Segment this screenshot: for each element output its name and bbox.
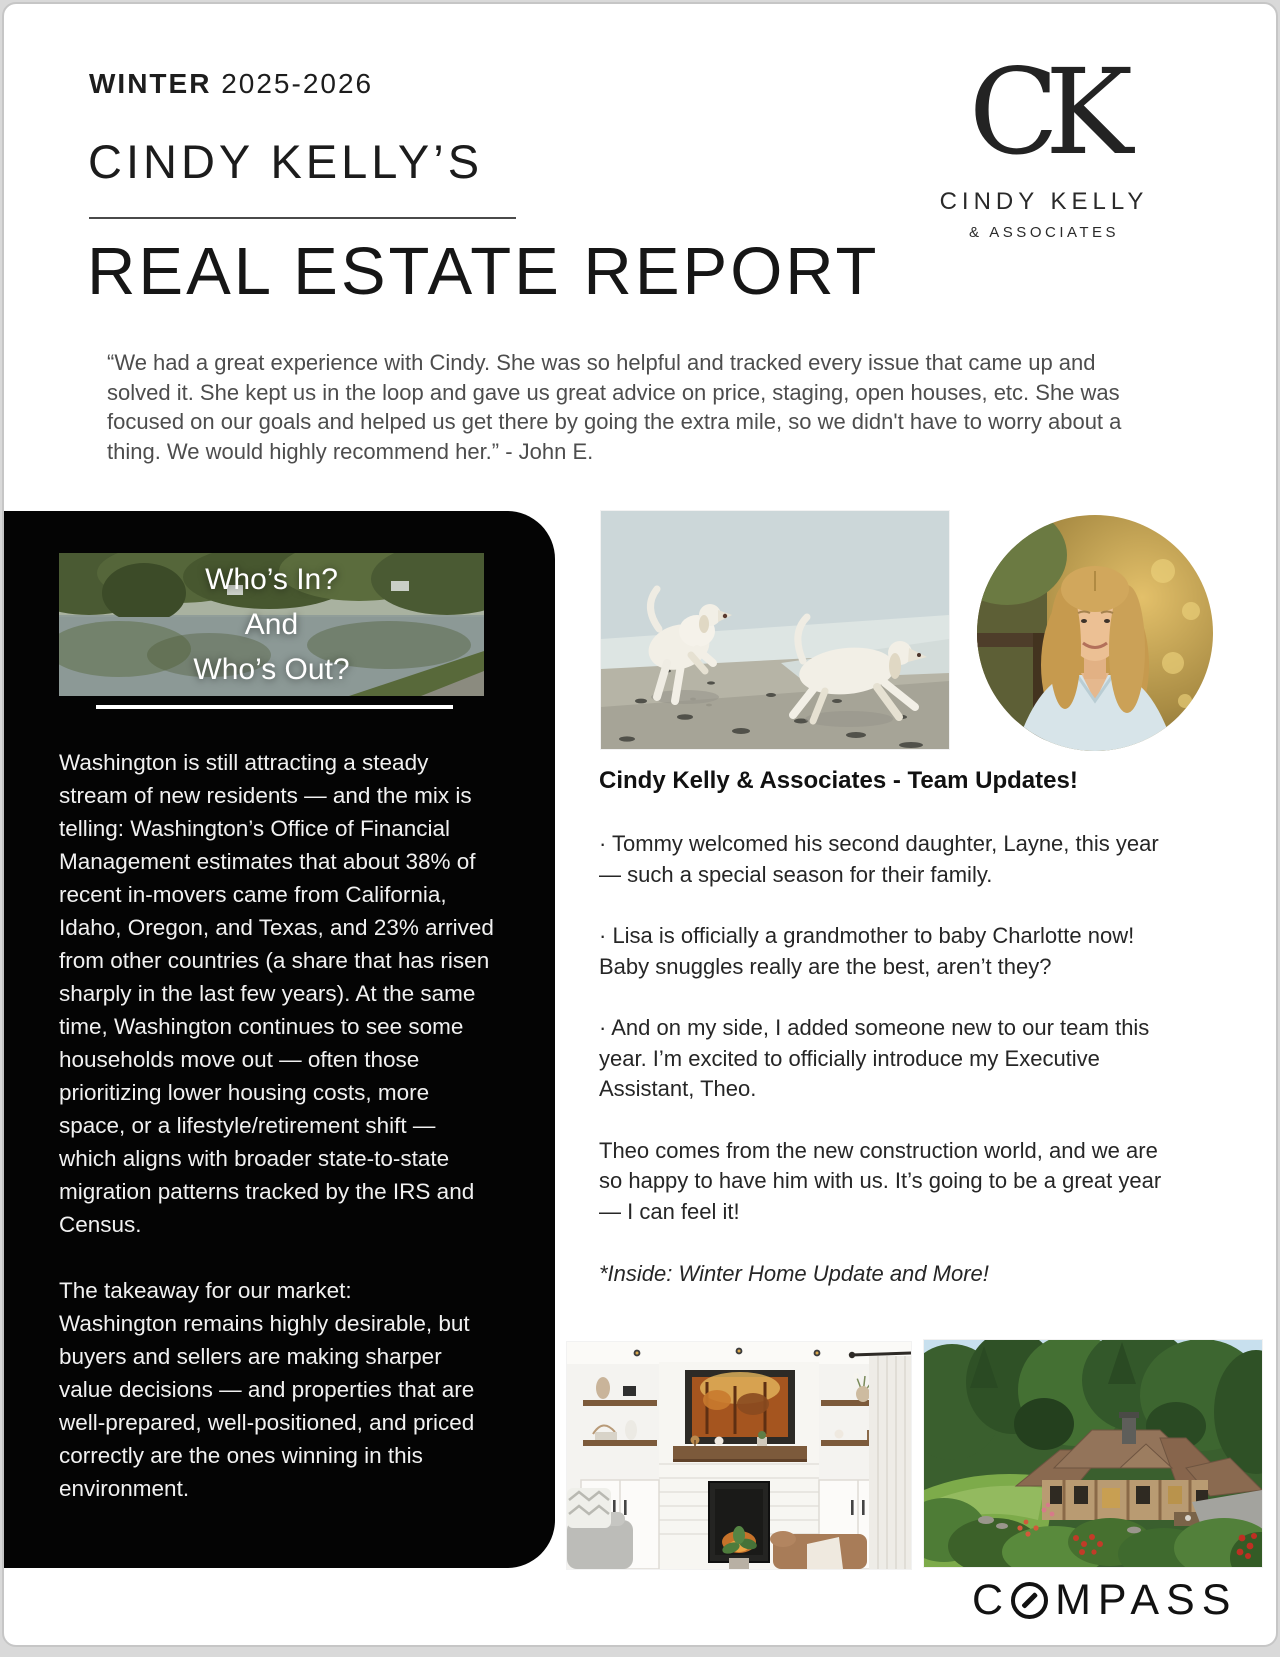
fireplace-living-room-photo (567, 1342, 911, 1569)
team-update-theo: · And on my side, I added someone new to our team this year. I’m excited to officially introduce my Executive Assistant, Theo. (599, 1015, 1150, 1101)
inside-teaser: *Inside: Winter Home Update and More! (599, 1261, 989, 1286)
brand-logo (924, 43, 1164, 241)
compass-o-icon (1011, 1582, 1048, 1619)
dogs-photo-art (601, 511, 949, 749)
team-update-tommy: · Tommy welcomed his second daughter, Layne, this year — such a special season for their family. (599, 831, 1159, 887)
house-photo-art (924, 1340, 1262, 1567)
sidebar-headline (59, 553, 484, 696)
headline-underline (96, 705, 453, 709)
ck-monogram-logo: CK (968, 43, 1120, 181)
client-testimonial: “We had a great experience with Cindy. She was so helpful and tracked every issue that came up and solved it. She kept us in the loop and gave us great advice on price, staging, open houses, etc. She was focused on our goals and helped us get there by going the extra mile, so we didn't have to worry about a thing. We would highly recommend her.” - John E. (107, 350, 1122, 464)
portrait-photo-art (977, 515, 1213, 751)
page-title: REAL ESTATE REPORT (87, 234, 880, 309)
compass-logo (972, 1576, 1237, 1625)
season-years: 2025-2026 (221, 68, 374, 99)
brand-name: CINDY KELLY (939, 188, 1149, 215)
aerial-home-photo (924, 1340, 1262, 1567)
cindy-kelly-portrait-photo (977, 515, 1213, 751)
lake-neighborhood-photo (59, 553, 484, 696)
brand-tagline: & ASSOCIATES (968, 224, 1120, 241)
masthead-divider (89, 217, 516, 219)
issue-season (89, 68, 373, 100)
living-room-photo-art (567, 1342, 911, 1569)
headline-line-1: Who’s In? (205, 562, 338, 596)
team-updates-heading: Cindy Kelly & Associates - Team Updates! (599, 767, 1078, 794)
newsletter-page (2, 2, 1278, 1647)
migration-article-body (59, 746, 499, 1505)
compass-needle-icon (1021, 1592, 1038, 1609)
compass-logo-c: C (972, 1576, 1011, 1624)
migration-paragraph-1: Washington is still attracting a steady stream of new residents — and the mix is telling: Washington’s Office of Financial Management estimates that about 38% of recent in-movers came from California, Idaho, Oregon, and Texas, and 23% arrived from other countries (a share that has risen sharply in the last few years). At the same time, Washington continues to see some households move out — often those prioritizing lower housing costs, more space, or a lifestyle/retirement shift — which aligns with broader state-to-state migration patterns tracked by the IRS and Census. (59, 750, 494, 1237)
takeaway-lead: The takeaway for our market: (59, 1278, 352, 1303)
headline-line-2: And (244, 607, 299, 641)
team-updates-section (599, 767, 1174, 1287)
team-updates-closing: Theo comes from the new construction world, and we are so happy to have him with us. It’s going to be a great year — I can feel it! (599, 1137, 1162, 1224)
team-update-lisa: · Lisa is officially a grandmother to baby Charlotte now! Baby snuggles really are the best, aren’t they? (599, 923, 1135, 979)
dogs-on-beach-photo (601, 511, 949, 749)
takeaway-paragraph: Washington remains highly desirable, but buyers and sellers are making sharper value decisions — and properties that are well-prepared, well-positioned, and priced correctly are the ones winning in this environment. (59, 1311, 475, 1501)
compass-logo-rest: MPASS (1055, 1576, 1238, 1624)
headline-line-3: Who’s Out? (193, 652, 350, 686)
season-label: WINTER (89, 68, 212, 99)
migration-article-panel (4, 511, 555, 1568)
owner-name: CINDY KELLY’S (88, 135, 484, 188)
